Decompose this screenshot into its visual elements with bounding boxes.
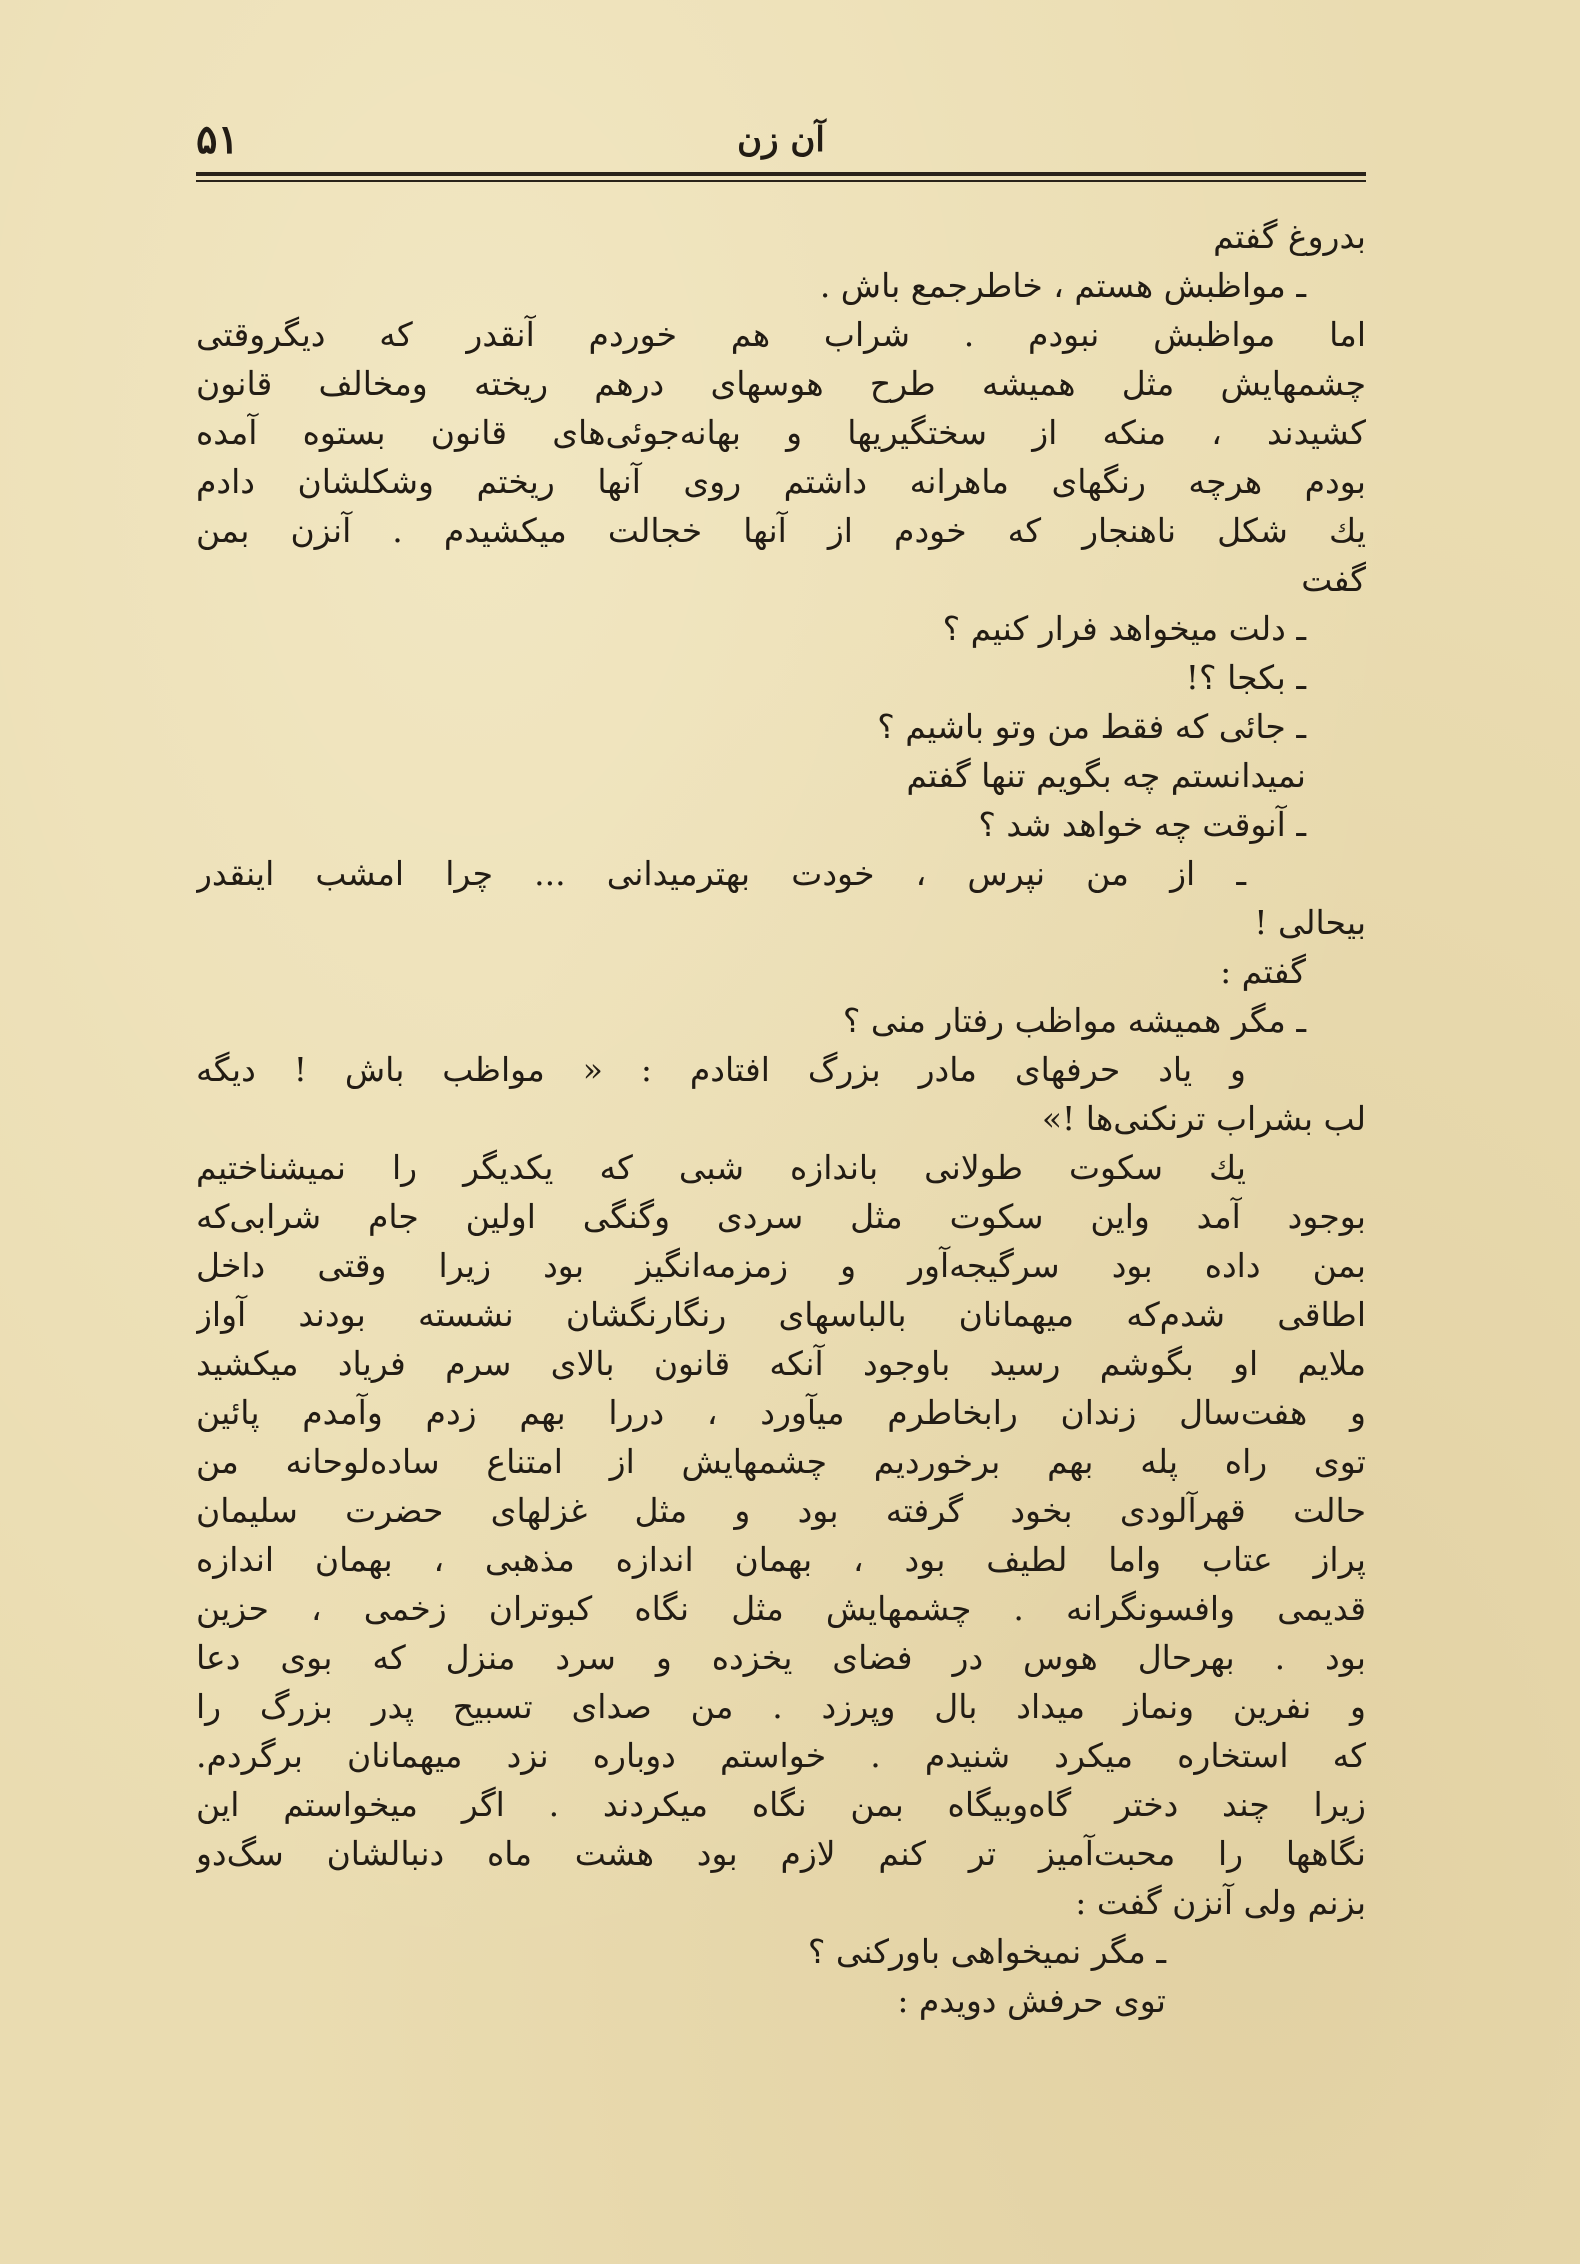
text-line: توی راه پله بهم برخوردیم چشمهایش از امتناع ساده‌لوحانه من [196,1442,1366,1481]
text-line: ـ مواظبش هستم ، خاطرجمع باش . [819,266,1306,305]
text-line: ـ جائی که فقط من وتو باشیم ؟ [877,707,1306,746]
text-line: توی حرفش دویدم : [897,1981,1166,2020]
text-line: بدروغ گفتم [1213,217,1366,256]
text-line: لب بشراب ترنکنی‌ها !» [1041,1099,1366,1138]
text-line: چشمهایش مثل همیشه طرح هوسهای درهم ریخته ومخالف قانون [196,364,1366,403]
text-line: ـ از من نپرس ، خودت بهترمیدانی ... چرا امشب اینقدر [196,854,1246,893]
body-text [196,212,1366,2025]
text-line: زیرا چند دختر گاه‌وبیگاه بمن نگاه میکردند . اگر میخواستم این [196,1785,1366,1824]
text-line: و یاد حرفهای مادر بزرگ افتادم : « مواظب باش ! دیگه [196,1050,1246,1089]
header-rule-thick [196,172,1366,176]
text-line: پراز عتاب واما لطیف بود ، بهمان اندازه مذهبی ، بهمان اندازه [196,1540,1366,1579]
text-line: یك سکوت طولانی باندازه شبی که یکدیگر را نمیشناختیم [196,1148,1246,1187]
text-line: بودم هرچه رنگهای ماهرانه داشتم روی آنها ریختم وشکلشان دادم [196,462,1366,501]
header-rule [196,172,1366,184]
text-line: ـ آنوقت چه خواهد شد ؟ [978,805,1306,844]
text-line: ـ بکجا ؟! [1185,658,1306,697]
text-line: نگاهها را محبت‌آمیز تر کنم لازم بود هشت ماه دنبالشان سگ‌دو [196,1834,1366,1873]
text-line: حالت قهرآلودی بخود گرفته بود و مثل غزلهای حضرت سلیمان [196,1491,1366,1530]
text-line: ـ مگر نمیخواهی باورکنی ؟ [807,1932,1166,1971]
text-line: گفتم : [1220,952,1306,991]
text-line: بزنم ولی آنزن گفت : [1075,1883,1366,1922]
text-line: بمن داده بود سرگیجه‌آور و زمزمه‌انگیز بود زیرا وقتی داخل [196,1246,1366,1285]
text-line: که استخاره میکرد شنیدم . خواستم دوباره نزد میهمانان برگردم. [196,1736,1366,1775]
text-line: اما مواظبش نبودم . شراب هم خوردم آنقدر که دیگروقتی [196,315,1366,354]
text-line: و نفرین ونماز میداد بال وپرزد . من صدای تسبیح پدر بزرگ را [196,1687,1366,1726]
text-line: قدیمی وافسونگرانه . چشمهایش مثل نگاه کبوتران زخمی ، حزین [196,1589,1366,1628]
text-line: گفت [1301,560,1366,599]
text-line: نمیدانستم چه بگویم تنها گفتم [906,756,1306,795]
text-line: کشیدند ، منکه از سختگیریها و بهانه‌جوئی‌های قانون بستوه آمده [196,413,1366,452]
text-line: ـ دلت میخواهد فرار کنیم ؟ [942,609,1306,648]
page-header [196,112,1366,172]
running-title: آن زن [737,120,825,160]
text-line: بود . بهرحال هوس در فضای یخزده و سرد منزل که بوی دعا [196,1638,1366,1677]
page-number: ۵۱ [196,116,239,163]
text-line: ملایم او بگوشم رسید باوجود آنکه قانون بالای سرم فریاد میکشید [196,1344,1366,1383]
header-rule-thin [196,180,1366,182]
text-line: و هفت‌سال زندان رابخاطرم میآورد ، دررا بهم زدم وآمدم پائین [196,1393,1366,1432]
text-line: ـ مگر همیشه مواظب رفتار منی ؟ [842,1001,1306,1040]
text-line: اطاقی شدم‌که میهمانان بالباسهای رنگارنگشان نشسته بودند آواز [196,1295,1366,1334]
text-line: بوجود آمد واین سکوت مثل سردی وگنگی اولین جام شرابی‌که [196,1197,1366,1236]
text-line: یك شکل ناهنجار که خودم از آنها خجالت میکشیدم . آنزن بمن [196,511,1366,550]
text-line: بیحالی ! [1254,903,1366,942]
